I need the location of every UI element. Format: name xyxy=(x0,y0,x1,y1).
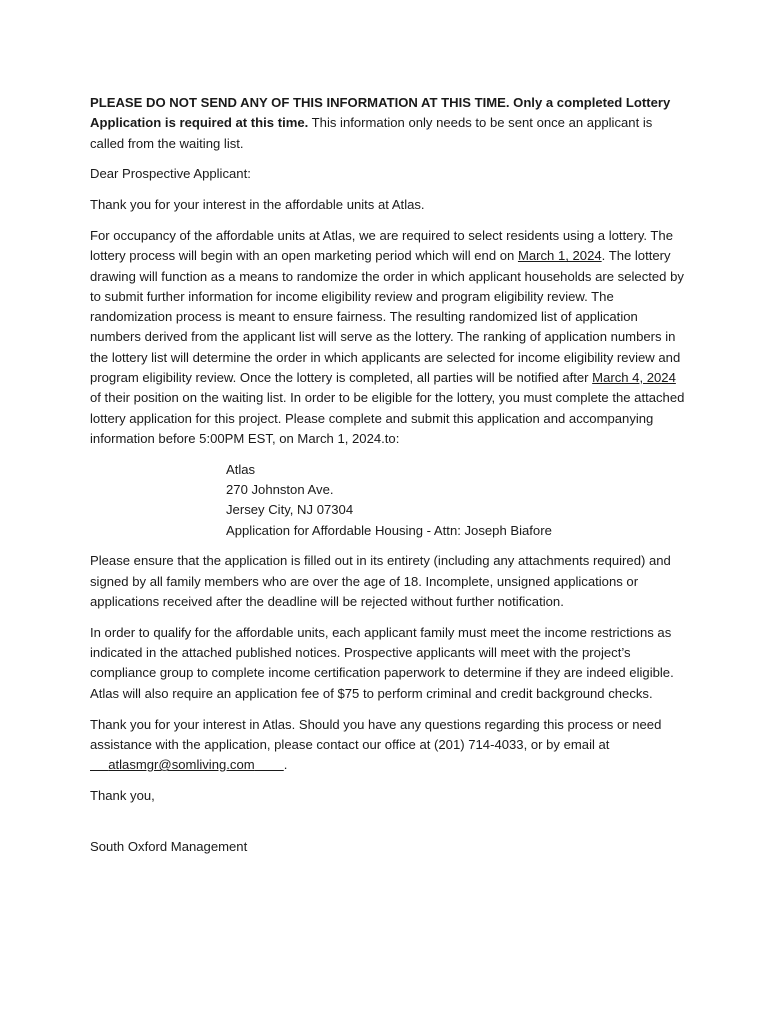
address-line-3: Jersey City, NJ 07304 xyxy=(226,502,354,518)
letter-page xyxy=(90,93,690,868)
thanks-interest-paragraph: Thank you for your interest in the affordable units at Atlas. xyxy=(90,197,425,213)
ensure-paragraph: Please ensure that the application is filled out in its entirety (including any attachments required) and signed by all family members who are over the age of 18. Incomplete, unsigned applications or applications received after the deadline will be rejected without further notification. xyxy=(90,553,671,610)
mailing-address xyxy=(226,460,690,541)
email-pad-right xyxy=(255,757,284,772)
lottery-end-date: March 1, 2024 xyxy=(517,248,602,264)
signature-spacer xyxy=(90,817,690,837)
qualify-paragraph: In order to qualify for the affordable units, each applicant family must meet the income restrictions as indicated in the attached published notices. Prospective applicants will meet with the project’s compliance group to complete income certification paperwork to determine if they are indeed eligible. Atlas will also require an application fee of $75 to perform criminal and credit background checks. xyxy=(90,624,674,701)
intro-bold-text: PLEASE DO NOT SEND ANY OF THIS INFORMATION AT THIS TIME. Only a completed Lottery Application is required at this time. xyxy=(90,95,671,131)
lottery-notify-date: March 4, 2024 xyxy=(592,370,676,386)
contact-end: . xyxy=(283,757,288,773)
email-address: atlasmgr@somliving.com xyxy=(108,757,255,773)
email-link[interactable] xyxy=(90,757,284,772)
contact-paragraph xyxy=(90,715,690,776)
closing: Thank you, xyxy=(90,787,155,803)
intro-normal-text: This information only needs to be sent once an applicant is called from the waiting list. xyxy=(90,115,653,151)
address-line-2: 270 Johnston Ave. xyxy=(226,482,334,498)
address-line-1: Atlas xyxy=(226,461,256,477)
signature: South Oxford Management xyxy=(90,838,248,854)
lottery-paragraph xyxy=(90,226,690,449)
lottery-text-2: . The lottery drawing will function as a means to randomize the order in which applicant households are selected by to submit further information for income eligibility review and program eligibility review. The randomization process is meant to ensure fairness. The resulting randomized list of application numbers derived from the applicant list will serve as the lottery. The ranking of application numbers in the lottery list will determine the order in which applicants are selected for income eligibility review and program eligibility review. Once the lottery is completed, all parties will be notified after xyxy=(90,248,684,386)
email-pad-left xyxy=(90,757,108,772)
salutation: Dear Prospective Applicant: xyxy=(90,166,251,182)
address-line-4: Application for Affordable Housing - Attn: Joseph Biafore xyxy=(226,522,552,538)
lottery-text-3: of their position on the waiting list. In order to be eligible for the lottery, you must complete the attached lottery application for this project. Please complete and submit this application and accompanying information before 5:00PM EST, on March 1, 2024.to: xyxy=(90,390,685,446)
contact-text: Thank you for your interest in Atlas. Should you have any questions regarding this process or need assistance with the application, please contact our office at (201) 714-4033, or by email at xyxy=(90,716,662,752)
intro-paragraph xyxy=(90,93,690,154)
lottery-text-1: For occupancy of the affordable units at Atlas, we are required to select residents using a lottery. The lottery process will begin with an open marketing period which will end on xyxy=(90,227,673,264)
